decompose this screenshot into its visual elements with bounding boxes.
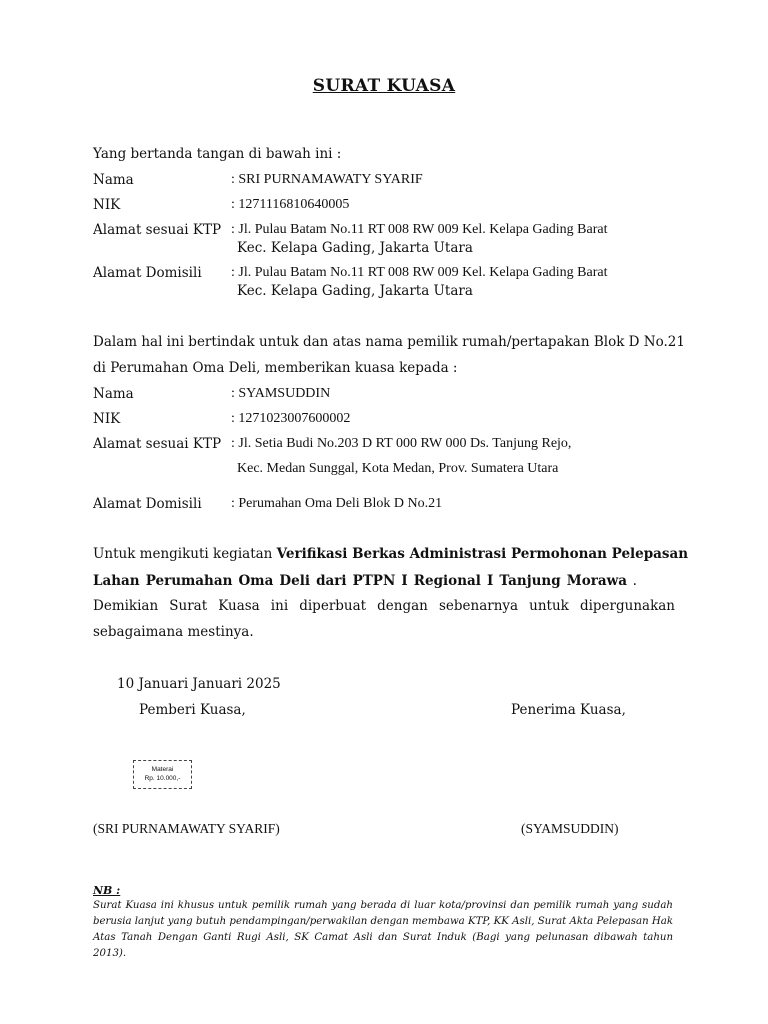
grantee-ktp-value-line1: : Jl. Setia Budi No.203 D RT 000 RW 000 Ds. Tanjung Rejo, — [231, 436, 572, 451]
grantee-nik-label: NIK — [93, 411, 121, 427]
grantee-nik-value: : 1271023007600002 — [231, 411, 351, 426]
grantor-nik-label: NIK — [93, 197, 121, 213]
grantee-domisili-value: : Perumahan Oma Deli Blok D No.21 — [231, 496, 443, 511]
grantee-domisili-label: Alamat Domisili — [93, 496, 202, 512]
letter-date: 10 Januari Januari 2025 — [117, 676, 281, 692]
closing-line2: sebagaimana mestinya. — [93, 624, 254, 640]
materai-stamp — [133, 760, 192, 789]
purpose-suffix: . — [626, 573, 637, 589]
purpose-line2 — [93, 573, 675, 589]
purpose-line1 — [93, 546, 689, 562]
grantee-ktp-label: Alamat sesuai KTP — [93, 436, 222, 452]
grantee-nama-value: : SYAMSUDDIN — [231, 386, 331, 401]
acting-paragraph-line2: di Perumahan Oma Deli, memberikan kuasa kepada : — [93, 360, 458, 376]
penerima-kuasa-name: (SYAMSUDDIN) — [521, 821, 619, 836]
purpose-prefix: Untuk mengikuti kegiatan — [93, 546, 277, 562]
grantor-nama-value: : SRI PURNAMAWATY SYARIF — [231, 172, 423, 187]
intro-text: Yang bertanda tangan di bawah ini : — [93, 146, 342, 162]
grantor-domisili-value-line2: Kec. Kelapa Gading, Jakarta Utara — [237, 283, 473, 299]
closing-line1: Demikian Surat Kuasa ini diperbuat dengan sebenarnya untuk dipergunakan — [93, 598, 675, 614]
grantor-ktp-value-line2: Kec. Kelapa Gading, Jakarta Utara — [237, 240, 473, 256]
stamp-line2: Rp. 10.000,- — [144, 775, 181, 782]
pemberi-kuasa-label: Pemberi Kuasa, — [139, 702, 246, 718]
grantee-ktp-value-line2: Kec. Medan Sunggal, Kota Medan, Prov. Sumatera Utara — [237, 461, 559, 476]
nb-label: NB : — [93, 884, 121, 897]
grantor-nik-value: : 1271116810640005 — [231, 197, 350, 212]
grantor-ktp-value-line1: : Jl. Pulau Batam No.11 RT 008 RW 009 Kel. Kelapa Gading Barat — [231, 222, 608, 237]
penerima-kuasa-label: Penerima Kuasa, — [511, 702, 626, 718]
document-title: SURAT KUASA — [312, 76, 456, 96]
grantee-nama-label: Nama — [93, 386, 134, 402]
grantor-nama-label: Nama — [93, 172, 134, 188]
grantor-domisili-label: Alamat Domisili — [93, 265, 202, 281]
acting-paragraph-line1: Dalam hal ini bertindak untuk dan atas nama pemilik rumah/pertapakan Blok D No.21 — [93, 334, 685, 350]
pemberi-kuasa-name: (SRI PURNAMAWATY SYARIF) — [93, 821, 280, 836]
nb-text: Surat Kuasa ini khusus untuk pemilik rumah yang berada di luar kota/provinsi dan pemilik rumah yang sudah berusia lanjut yang butuh pendampingan/perwakilan dengan membawa KTP, KK Asli, Surat Akta Pelepasan Hak Atas Tanah Dengan Ganti Rugi Asli, SK Camat Asli dan Surat Induk (Bagi yang pelunasan dibawah tahun 2013). — [93, 900, 673, 959]
grantor-ktp-label: Alamat sesuai KTP — [93, 222, 222, 238]
stamp-line1: Materai — [151, 766, 174, 773]
grantor-domisili-value-line1: : Jl. Pulau Batam No.11 RT 008 RW 009 Kel. Kelapa Gading Barat — [231, 265, 608, 280]
purpose-bold-part2: Lahan Perumahan Oma Deli dari PTPN I Regional I Tanjung Morawa — [93, 573, 627, 589]
purpose-bold-part1: Verifikasi Berkas Administrasi Permohonan Pelepasan — [276, 546, 689, 562]
